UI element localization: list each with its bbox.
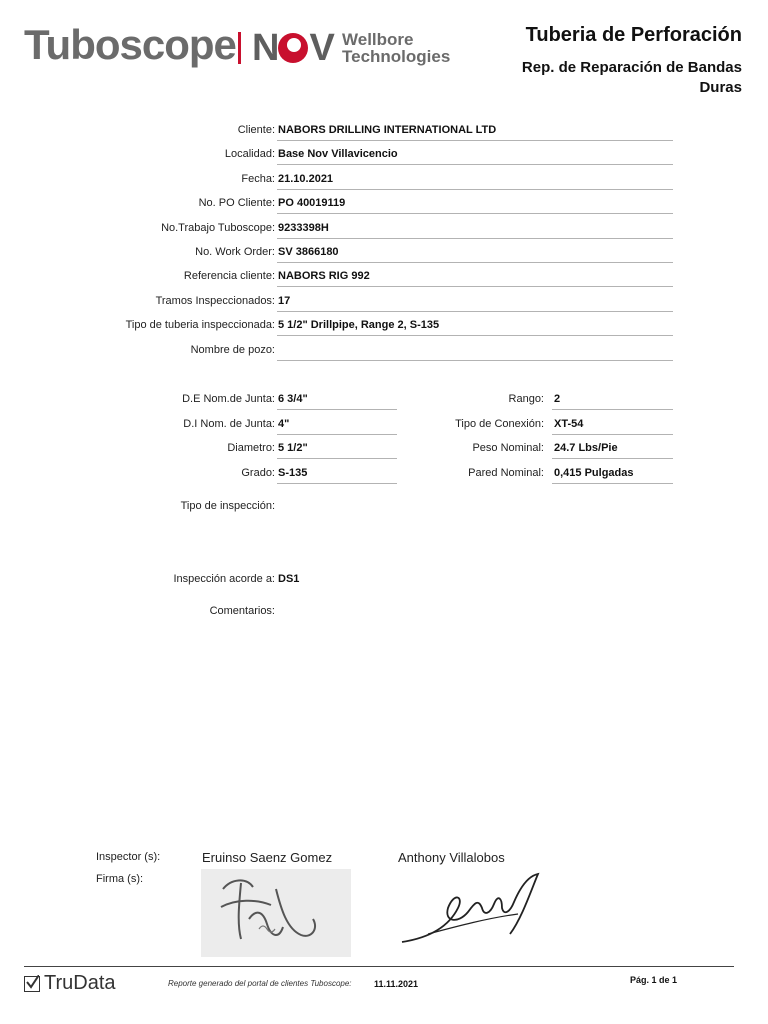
spec-right-label: Peso Nominal: bbox=[472, 442, 544, 454]
spec-left-value: S-135 bbox=[278, 466, 308, 479]
spec-left-label: Grado: bbox=[241, 466, 275, 479]
spec-right-label: Tipo de Conexión: bbox=[455, 417, 544, 430]
spec-left-underline bbox=[277, 409, 397, 410]
spec-left-value: 4" bbox=[278, 417, 290, 430]
info-underline bbox=[277, 286, 673, 287]
spec-left-underline bbox=[277, 483, 397, 484]
spec-right-underline bbox=[552, 458, 673, 459]
spec-right-value: 0,415 Pulgadas bbox=[554, 466, 634, 479]
spec-left-label: D.E Nom.de Junta: bbox=[182, 393, 275, 405]
info-label: Nombre de pozo: bbox=[190, 343, 275, 356]
inspeccion-acorde-label: Inspección acorde a: bbox=[173, 573, 275, 585]
info-label: Tipo de tuberia inspeccionada: bbox=[125, 319, 275, 332]
spec-right-label: Rango: bbox=[508, 393, 544, 405]
info-underline bbox=[277, 262, 673, 263]
spec-right-value: XT-54 bbox=[554, 417, 584, 430]
trudata-text: TruData bbox=[44, 972, 116, 994]
logo-separator bbox=[238, 32, 241, 64]
inspector-label: Inspector (s): bbox=[96, 851, 161, 863]
info-value: PO 40019119 bbox=[278, 197, 346, 210]
info-label: Referencia cliente: bbox=[183, 270, 275, 283]
spec-right-underline bbox=[552, 409, 673, 410]
nov-logo: N V bbox=[252, 27, 333, 69]
comentarios-label: Comentarios: bbox=[209, 605, 275, 617]
info-value: 5 1/2" Drillpipe, Range 2, S-135 bbox=[278, 319, 440, 332]
info-value: NABORS RIG 992 bbox=[278, 270, 370, 283]
spec-right-underline bbox=[552, 483, 673, 484]
info-underline bbox=[277, 189, 673, 190]
info-value: 9233398H bbox=[278, 221, 329, 234]
inspeccion-acorde-value: DS1 bbox=[278, 573, 300, 585]
nov-tagline bbox=[342, 31, 450, 65]
page-number: Pág. 1 de 1 bbox=[630, 975, 678, 985]
info-underline bbox=[277, 335, 673, 336]
check-icon bbox=[25, 975, 39, 989]
spec-left-value: 5 1/2" bbox=[278, 442, 308, 454]
info-label: Tramos Inspeccionados: bbox=[155, 294, 275, 307]
spec-left-underline bbox=[277, 458, 397, 459]
document-subtitle: Rep. de Reparación de Bandas Duras bbox=[521, 59, 742, 96]
tipo-inspeccion-label: Tipo de inspección: bbox=[180, 500, 275, 512]
info-underline bbox=[277, 213, 673, 214]
footer-date: 11.11.2021 bbox=[374, 979, 419, 989]
signature-image-1 bbox=[201, 869, 351, 957]
inspector-name-1: Eruinso Saenz Gomez bbox=[202, 850, 333, 865]
info-label: No. PO Cliente: bbox=[198, 197, 275, 210]
spec-right-label: Pared Nominal: bbox=[468, 466, 544, 479]
info-value: 21.10.2021 bbox=[278, 172, 334, 185]
info-underline bbox=[277, 164, 673, 165]
info-label: Localidad: bbox=[224, 148, 275, 161]
info-value: NABORS DRILLING INTERNATIONAL LTD bbox=[278, 124, 497, 136]
info-value: SV 3866180 bbox=[278, 246, 339, 258]
nov-tagline-1: Wellbore bbox=[342, 30, 414, 49]
footer-note: Reporte generado del portal de clientes Tuboscope: bbox=[168, 979, 352, 988]
info-label: Fecha: bbox=[241, 172, 275, 185]
info-value: 17 bbox=[278, 294, 291, 307]
document-title: Tuberia de Perforación bbox=[525, 24, 742, 46]
spec-right-value: 24.7 Lbs/Pie bbox=[554, 442, 618, 454]
firma-label: Firma (s): bbox=[96, 873, 144, 885]
inspector-name-2: Anthony Villalobos bbox=[398, 850, 505, 865]
info-label: Cliente: bbox=[237, 124, 275, 136]
info-underline bbox=[277, 140, 673, 141]
signature-image-2 bbox=[398, 868, 548, 950]
spec-left-label: Diametro: bbox=[227, 442, 275, 454]
info-label: No. Work Order: bbox=[195, 246, 275, 258]
info-underline bbox=[277, 238, 673, 239]
info-underline bbox=[277, 360, 673, 361]
info-label: No.Trabajo Tuboscope: bbox=[161, 221, 275, 234]
signature-2-drawing bbox=[398, 868, 548, 950]
nov-tagline-2: Technologies bbox=[342, 47, 451, 66]
info-value: Base Nov Villavicencio bbox=[278, 148, 398, 161]
info-underline bbox=[277, 311, 673, 312]
spec-left-label: D.I Nom. de Junta: bbox=[183, 417, 275, 430]
checkbox-icon bbox=[24, 976, 40, 992]
spec-left-value: 6 3/4" bbox=[278, 393, 308, 405]
tuboscope-logo: Tuboscope bbox=[24, 21, 236, 68]
trudata-logo bbox=[24, 972, 116, 995]
spec-right-underline bbox=[552, 434, 673, 435]
footer-divider bbox=[24, 966, 734, 967]
spec-left-underline bbox=[277, 434, 397, 435]
signature-1-drawing bbox=[201, 869, 351, 957]
spec-right-value: 2 bbox=[554, 393, 561, 405]
